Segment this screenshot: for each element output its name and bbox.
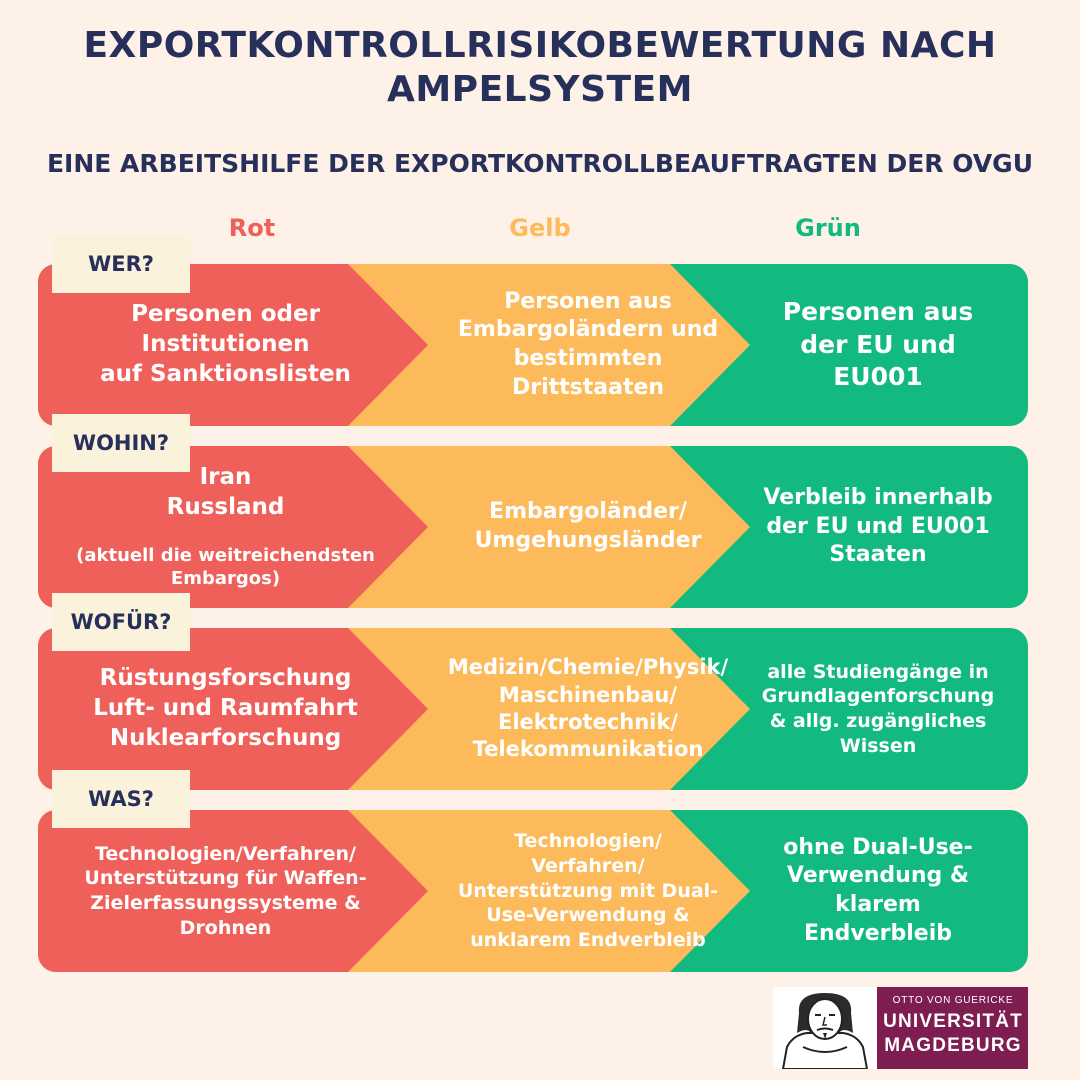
cell-red: Rüstungsforschung Luft- und Raumfahrt Nuklearforschung [93, 665, 358, 751]
cell-red: Technologien/Verfahren/ Unterstützung für Waffen- Zielerfassungssysteme & Drohnen [84, 842, 367, 939]
column-header-yellow: Gelb [509, 214, 571, 242]
cell-yellow: Embargoländer/ Umgehungsländer [474, 499, 702, 553]
page-subtitle: EINE ARBEITSHILFE DER EXPORTKONTROLLBEAUFTRAGTEN DER OVGU [46, 149, 1034, 178]
cell-red-main: Iran Russland [166, 464, 285, 521]
question-tag-wohin: WOHIN? [52, 414, 190, 472]
row-wofuer [38, 628, 1028, 790]
logo-line-1: OTTO VON GUERICKE [892, 995, 1014, 1006]
question-tag-wofuer: WOFÜR? [52, 593, 190, 651]
cell-red-note: (aktuell die weitreichendsten Embargos) [76, 544, 375, 590]
row-was [38, 810, 1028, 972]
cell-yellow: Personen aus Embargoländern und bestimmten Drittstaaten [457, 288, 719, 400]
portrait-icon [773, 987, 877, 1069]
logo-line-2: UNIVERSITÄT [883, 1011, 1023, 1032]
page-title [0, 24, 1080, 112]
cell-green: Personen aus der EU und EU001 [782, 297, 974, 392]
logo-line-3: MAGDEBURG [884, 1035, 1022, 1056]
cell-yellow: Technologien/ Verfahren/ Unterstützung mit Dual- Use-Verwendung & unklarem Endverbleib [457, 830, 719, 952]
cell-green: alle Studiengänge in Grundlagenforschung & allg. zugängliches Wissen [761, 660, 995, 757]
cell-green: ohne Dual-Use- Verwendung & klarem Endverbleib [783, 834, 973, 946]
university-logo [773, 987, 1028, 1069]
column-header-green: Grün [795, 214, 861, 242]
column-header-red: Rot [228, 214, 276, 242]
question-tag-was: WAS? [52, 770, 190, 828]
cell-red: Personen oder Institutionen auf Sanktionslisten [100, 301, 351, 387]
title-line-1: EXPORTKONTROLLRISIKOBEWERTUNG NACH [83, 25, 997, 66]
cell-green: Verbleib innerhalb der EU und EU001 Staaten [763, 485, 993, 568]
title-line-2: AMPELSYSTEM [387, 69, 693, 110]
cell-yellow: Medizin/Chemie/Physik/ Maschinenbau/ Elektrotechnik/ Telekommunikation [447, 655, 729, 762]
question-tag-wer: WER? [52, 235, 190, 293]
